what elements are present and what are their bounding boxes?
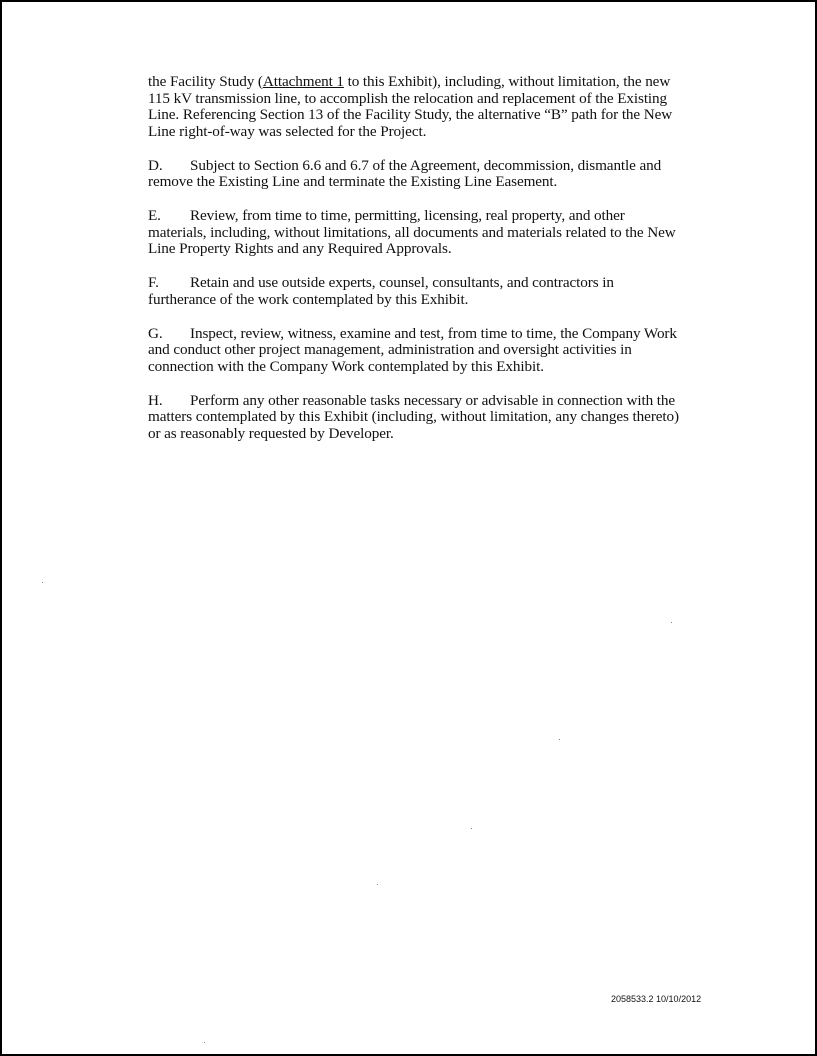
scan-speck [377, 884, 378, 885]
paragraph-g-line-1 [148, 326, 723, 343]
scan-speck [204, 1042, 205, 1043]
paragraph-h-text-1: Perform any other reasonable tasks necessary or advisable in connection with the [190, 391, 676, 409]
scan-speck [471, 828, 472, 829]
intro-line-1 [148, 74, 723, 91]
intro-line-3: Line. Referencing Section 13 of the Facility Study, the alternative “B” path for the New [148, 106, 673, 123]
paragraph-e-line-3: Line Property Rights and any Required Approvals. [148, 240, 452, 257]
attachment-link[interactable]: Attachment 1 [262, 73, 344, 90]
paragraph-d-line-1 [148, 158, 723, 175]
paragraph-g [148, 326, 723, 376]
paragraph-d-text-1: Subject to Section 6.6 and 6.7 of the Agreement, decommission, dismantle and [190, 156, 662, 174]
intro-line-2: 115 kV transmission line, to accomplish the relocation and replacement of the Existing [148, 89, 668, 107]
paragraph-f-text-1: Retain and use outside experts, counsel, consultants, and contractors in [190, 274, 614, 291]
paragraph-g-line-3: connection with the Company Work contemplated by this Exhibit. [148, 357, 544, 375]
paragraph-d-letter: D. [148, 156, 163, 174]
paragraph-e-line-1 [148, 208, 723, 225]
paragraph-e-line-2: materials, including, without limitations, all documents and materials related to the New [148, 223, 676, 241]
paragraph-h-line-1 [148, 393, 723, 410]
paragraph-e [148, 208, 723, 258]
paragraph-g-letter: G. [148, 324, 163, 342]
paragraph-e-letter: E. [148, 207, 161, 224]
paragraph-f-line-2: furtherance of the work contemplated by this Exhibit. [148, 290, 469, 308]
document-body [148, 74, 723, 460]
intro-text-end: to this Exhibit), including, without limitation, the new [343, 73, 671, 90]
paragraph-g-line-2: and conduct other project management, administration and oversight activities in [148, 341, 632, 358]
intro-paragraph [148, 74, 723, 140]
scan-speck [42, 582, 43, 583]
scan-speck [559, 739, 560, 740]
intro-line-4: Line right-of-way was selected for the Project. [148, 122, 427, 140]
document-footer-id: 2058533.2 10/10/2012 [611, 994, 702, 1004]
paragraph-d [148, 158, 723, 191]
scan-speck [671, 622, 672, 623]
intro-text-start: the Facility Study ( [148, 73, 263, 90]
paragraph-f-letter: F. [148, 274, 159, 291]
paragraph-g-text-1: Inspect, review, witness, examine and test, from time to time, the Company Work [190, 324, 677, 342]
paragraph-h-line-3: or as reasonably requested by Developer. [148, 424, 394, 442]
paragraph-f [148, 275, 723, 308]
paragraph-h-letter: H. [148, 391, 163, 409]
paragraph-e-text-1: Review, from time to time, permitting, licensing, real property, and other [190, 207, 625, 224]
paragraph-h-line-2: matters contemplated by this Exhibit (including, without limitation, any changes thereto) [148, 408, 679, 425]
paragraph-h [148, 393, 723, 443]
paragraph-f-line-1 [148, 275, 723, 292]
paragraph-d-line-2: remove the Existing Line and terminate the Existing Line Easement. [148, 173, 558, 190]
